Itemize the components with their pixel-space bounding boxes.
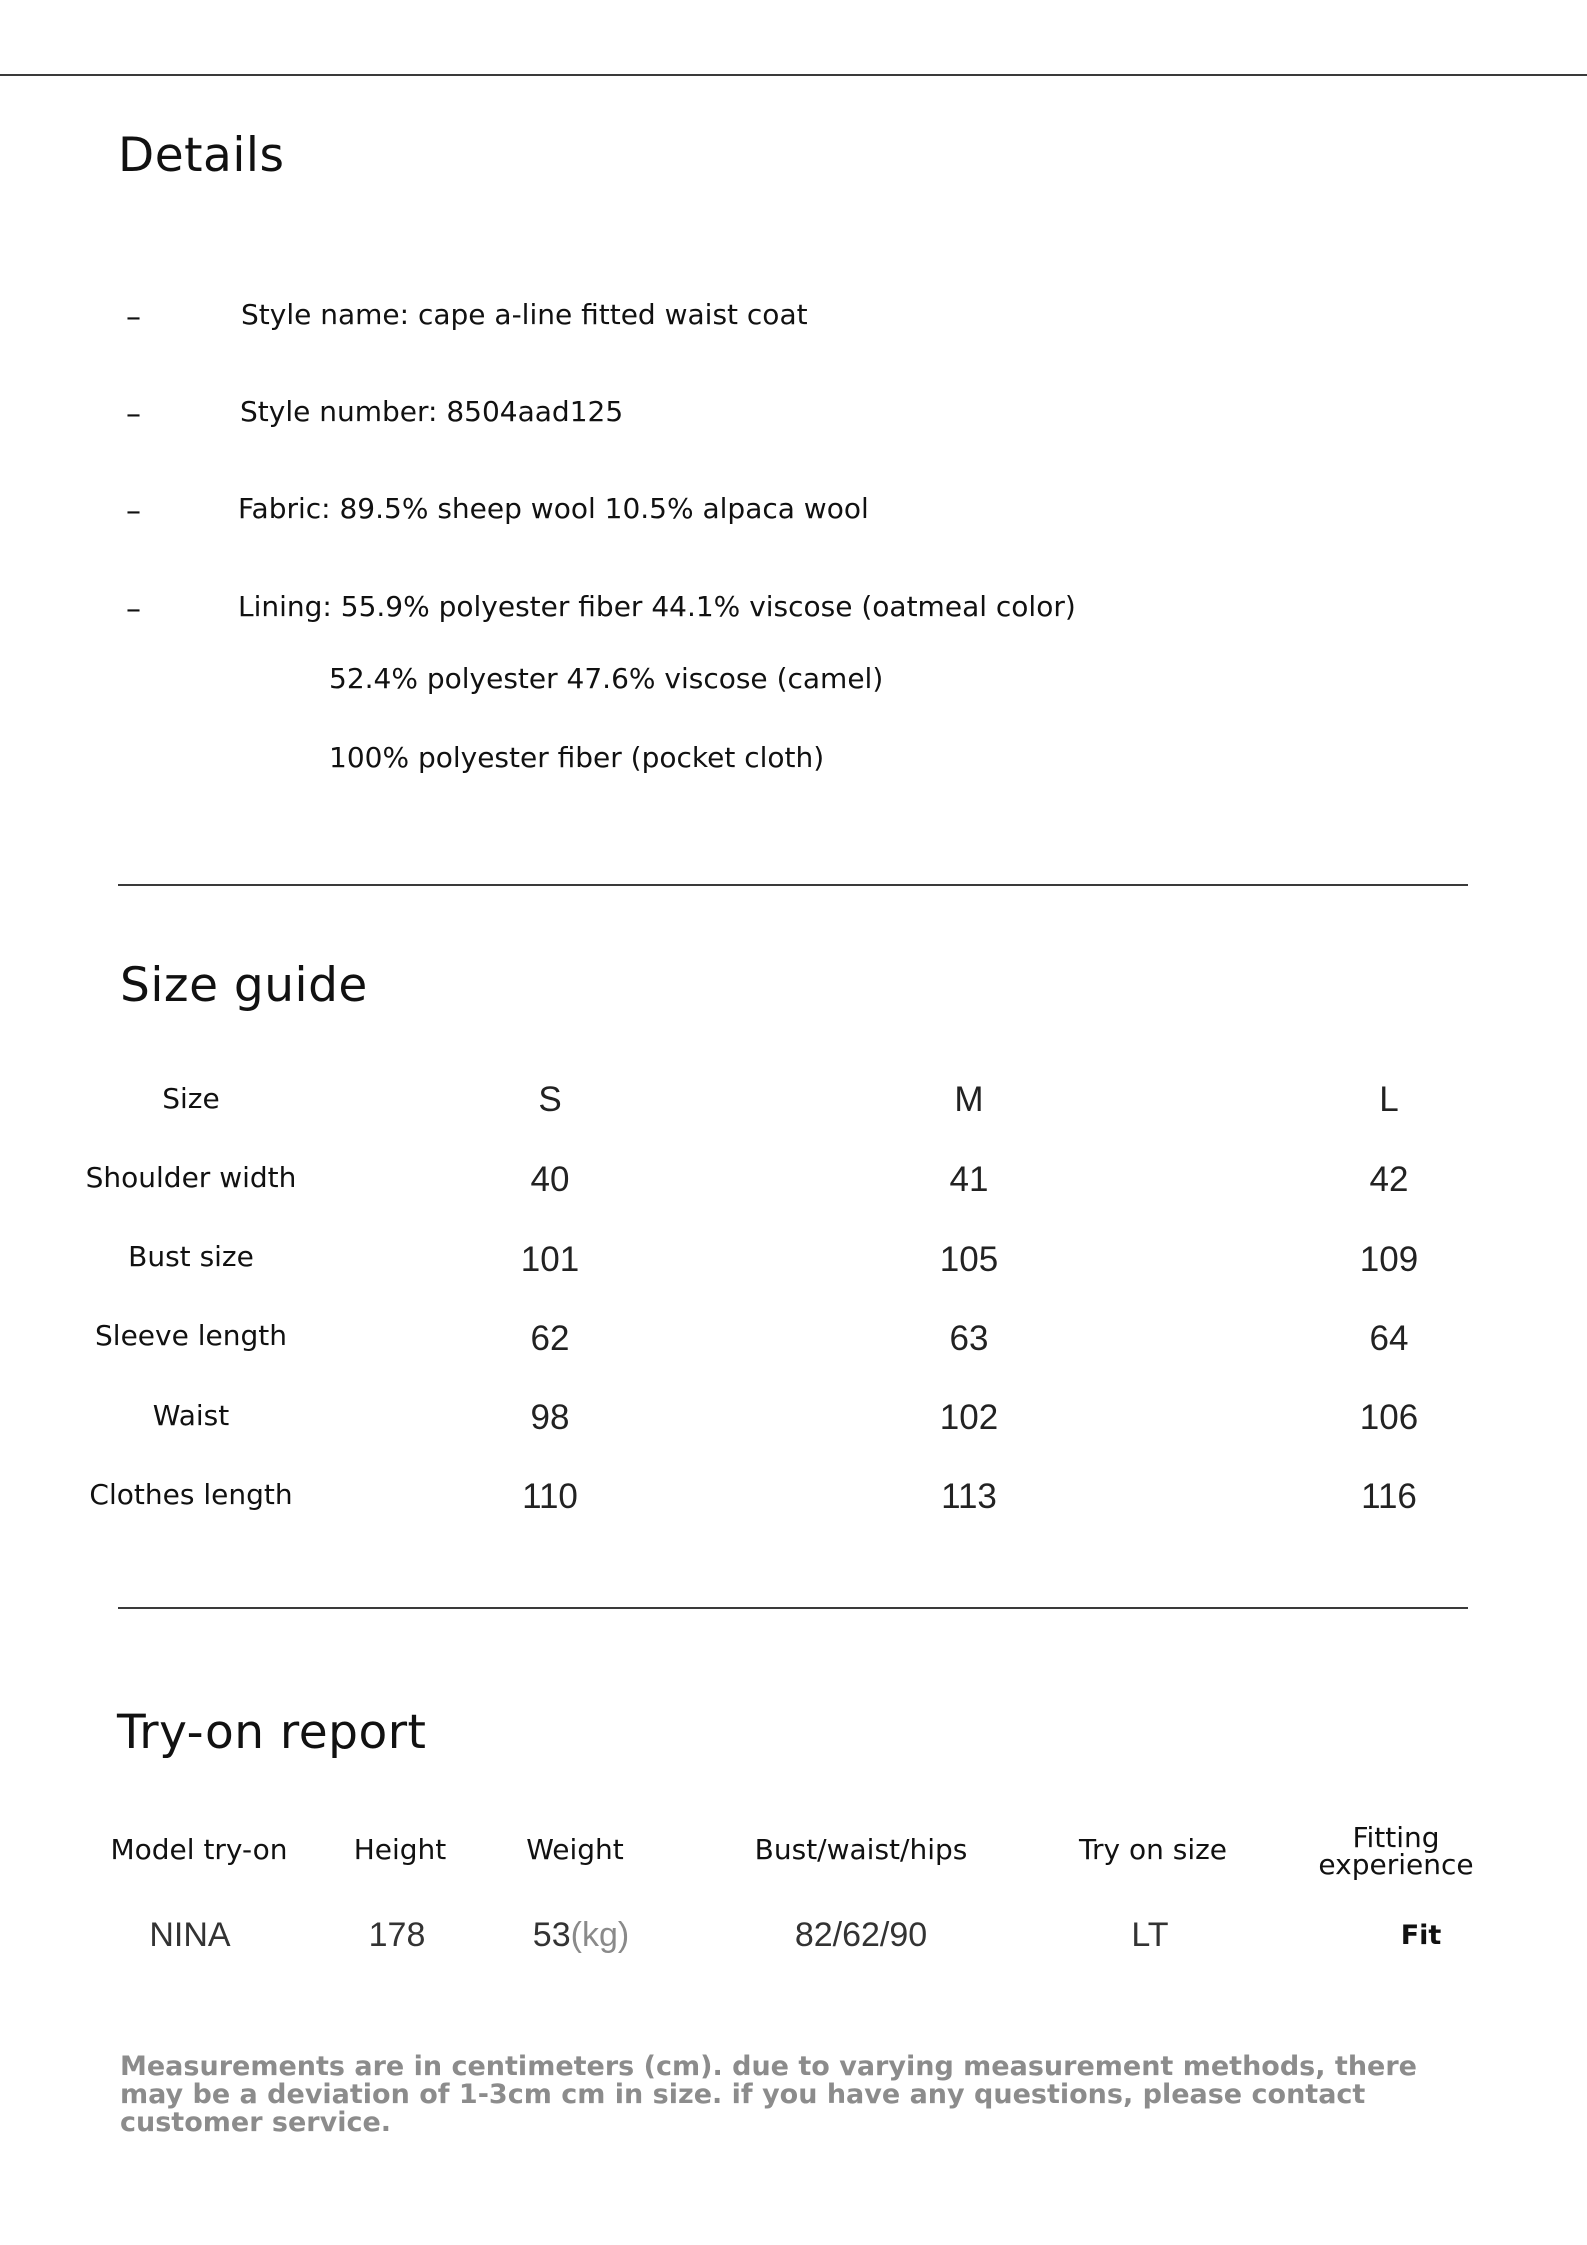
size-header-l: L bbox=[1379, 1080, 1399, 1119]
tryon-header-fitting-line2: experience bbox=[1318, 1848, 1474, 1881]
waist-s: 98 bbox=[530, 1398, 570, 1437]
tryon-header-bwh: Bust/waist/hips bbox=[754, 1833, 968, 1866]
bust-size-m: 105 bbox=[939, 1240, 999, 1279]
shoulder-width-l: 42 bbox=[1369, 1160, 1409, 1199]
row-label-waist: Waist bbox=[152, 1399, 230, 1432]
clothes-length-s: 110 bbox=[522, 1477, 578, 1516]
size-guide-title: Size guide bbox=[120, 958, 368, 1013]
sleeve-length-l: 64 bbox=[1369, 1319, 1409, 1358]
shoulder-width-m: 41 bbox=[949, 1160, 989, 1199]
tryon-weight-value bbox=[533, 1916, 629, 1955]
bust-size-s: 101 bbox=[520, 1240, 580, 1279]
size-header-label: Size bbox=[162, 1082, 220, 1115]
details-title: Details bbox=[118, 128, 285, 183]
waist-m: 102 bbox=[939, 1398, 999, 1437]
tryon-header-model: Model try-on bbox=[110, 1833, 288, 1866]
tryon-weight-number: 53 bbox=[532, 1916, 571, 1954]
divider-details bbox=[118, 884, 1468, 886]
measurement-note: Measurements are in centimeters (cm). due to varying measurement methods, there may be a deviation of 1-3cm cm in size. if you have any questions, please contact customer service. bbox=[120, 2051, 1417, 2138]
detail-lining: Lining: 55.9% polyester fiber 44.1% viscose (oatmeal color) bbox=[238, 590, 1076, 623]
detail-style-number: Style number: 8504aad125 bbox=[240, 395, 624, 428]
shoulder-width-s: 40 bbox=[530, 1160, 570, 1199]
tryon-bwh-value: 82/62/90 bbox=[794, 1916, 928, 1954]
size-header-m: M bbox=[954, 1080, 984, 1119]
clothes-length-l: 116 bbox=[1361, 1477, 1417, 1516]
tryon-header-fitting-line1: Fitting bbox=[1352, 1821, 1440, 1854]
bullet-dash: – bbox=[126, 592, 141, 627]
detail-fabric: Fabric: 89.5% sheep wool 10.5% alpaca wool bbox=[238, 492, 869, 525]
waist-l: 106 bbox=[1359, 1398, 1419, 1437]
detail-style-name: Style name: cape a-line fitted waist coat bbox=[241, 298, 808, 331]
tryon-header-size: Try on size bbox=[1078, 1833, 1228, 1866]
size-header-s: S bbox=[538, 1080, 562, 1119]
sleeve-length-m: 63 bbox=[949, 1319, 989, 1358]
tryon-model-name: NINA bbox=[149, 1916, 231, 1954]
bullet-dash: – bbox=[126, 494, 141, 529]
tryon-fit-value: Fit bbox=[1400, 1920, 1442, 1951]
top-divider bbox=[0, 74, 1587, 76]
row-label-sleeve-length: Sleeve length bbox=[95, 1319, 287, 1352]
detail-lining-camel: 52.4% polyester 47.6% viscose (camel) bbox=[329, 662, 884, 695]
tryon-height-value: 178 bbox=[368, 1916, 426, 1954]
tryon-title: Try-on report bbox=[117, 1705, 427, 1760]
bullet-dash: – bbox=[126, 300, 141, 335]
tryon-header-weight: Weight bbox=[526, 1833, 624, 1866]
bullet-dash: – bbox=[126, 397, 141, 432]
bust-size-l: 109 bbox=[1359, 1240, 1419, 1279]
detail-lining-pocket: 100% polyester fiber (pocket cloth) bbox=[329, 741, 825, 774]
row-label-clothes-length: Clothes length bbox=[89, 1478, 293, 1511]
tryon-weight-unit: (kg) bbox=[570, 1916, 630, 1954]
row-label-bust-size: Bust size bbox=[128, 1240, 254, 1273]
row-label-shoulder-width: Shoulder width bbox=[85, 1161, 297, 1194]
clothes-length-m: 113 bbox=[941, 1477, 997, 1516]
tryon-size-value: LT bbox=[1131, 1916, 1169, 1954]
tryon-header-fitting-experience bbox=[1318, 1821, 1474, 1881]
sleeve-length-s: 62 bbox=[530, 1319, 570, 1358]
divider-size-guide bbox=[118, 1607, 1468, 1609]
tryon-header-height: Height bbox=[353, 1833, 447, 1866]
